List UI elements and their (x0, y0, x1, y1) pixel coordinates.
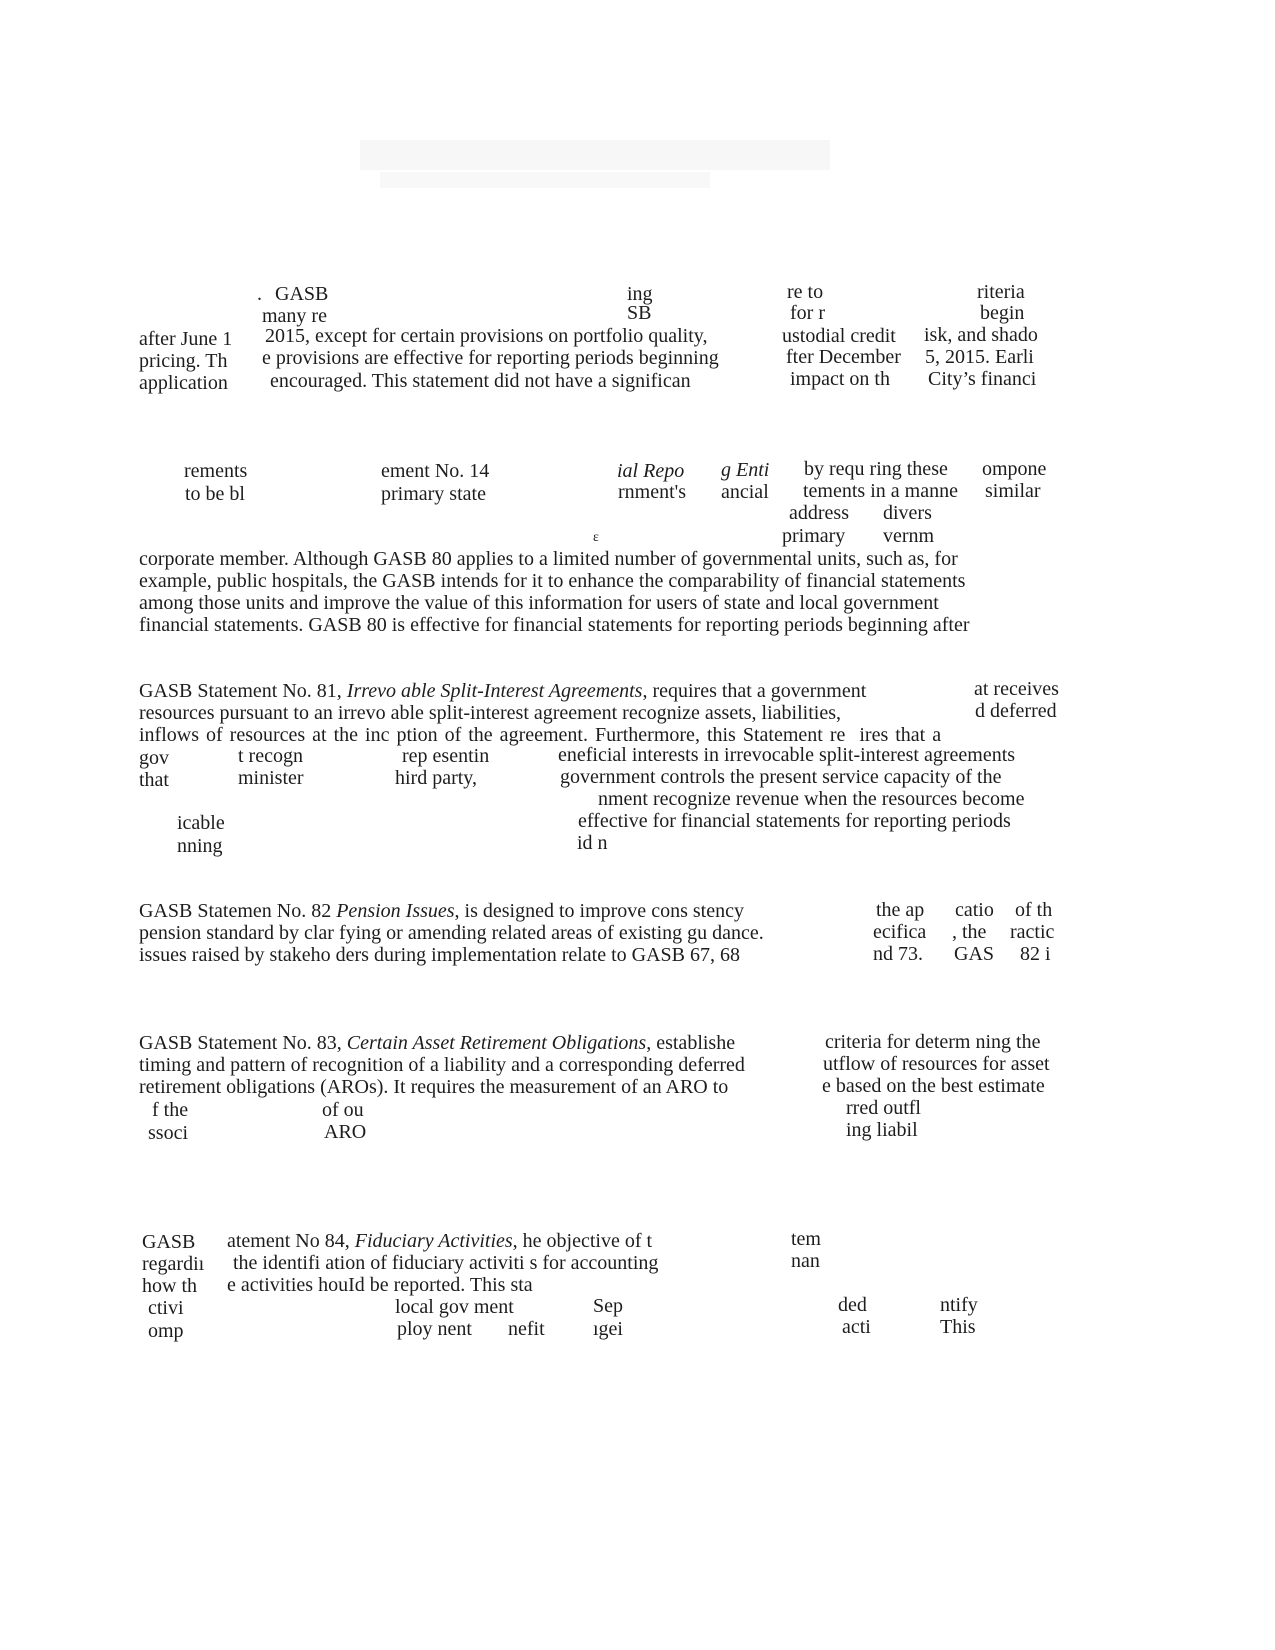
text-fragment: by requ ring these (804, 458, 948, 480)
text-fragment: pension standard by clar fying or amending related areas of existing gu dance. (139, 922, 764, 944)
text-fragment: ssoci (148, 1122, 188, 1144)
text-fragment: re to (787, 281, 824, 303)
text-fragment: rements (184, 460, 248, 482)
text-fragment: of ou (322, 1099, 364, 1121)
text-fragment: vernm (883, 525, 935, 547)
text-fragment: gov (139, 747, 169, 769)
text-fragment: . (257, 283, 262, 305)
text-fragment: ntify (940, 1294, 978, 1316)
text-fragment: d deferred (975, 700, 1057, 722)
text-fragment: local gov ment (395, 1296, 514, 1318)
text-fragment: acti (842, 1316, 871, 1338)
text-fragment: ecifica (873, 921, 927, 943)
text-fragment: ded (838, 1294, 867, 1316)
text-fragment: rep esentin (402, 745, 490, 767)
text-fragment: primary state (381, 483, 486, 505)
text-fragment: timing and pattern of recognition of a liability and a corresponding deferred (139, 1054, 745, 1076)
text-fragment: ement No. 14 (381, 460, 490, 482)
text-fragment: f the (152, 1099, 189, 1121)
text-fragment: SB (627, 302, 652, 324)
text-fragment: application (139, 372, 228, 394)
text-fragment: divers (883, 502, 932, 524)
text-fragment: ARO (324, 1121, 367, 1143)
text-fragment: similar (985, 480, 1041, 502)
text-fragment: begin (980, 302, 1025, 324)
text-fragment: rnment's (618, 481, 687, 503)
paragraph-line: among those units and improve the value of this information for users of state and local government (139, 592, 939, 614)
text-fragment: resources pursuant to an irrevo able split-interest agreement recognize assets, liabilities, (139, 702, 841, 724)
text-fragment: nning (177, 835, 223, 857)
text-fragment: primary (782, 525, 846, 547)
text-fragment: utflow of resources for asset (823, 1053, 1050, 1075)
text-fragment: omp (148, 1320, 184, 1342)
text-fragment: minister (238, 767, 304, 789)
text-fragment: Sep (593, 1295, 623, 1317)
text-fragment: ploy nent (397, 1318, 472, 1340)
text-fragment: ɛ (593, 530, 599, 545)
text-fragment: nment recognize revenue when the resources become (598, 788, 1025, 810)
text-fragment: e activities houId be reported. This sta (227, 1274, 533, 1296)
text-fragment: after June 1 (139, 328, 233, 350)
text-fragment: GAS (954, 943, 995, 965)
text-fragment: g Enti (721, 459, 770, 481)
text-fragment: ial Repo (617, 460, 685, 482)
text-fragment: id n (577, 832, 608, 854)
text-fragment: impact on th (790, 368, 890, 390)
text-fragment: catio (955, 899, 994, 921)
text-fragment: regardiı (142, 1253, 205, 1275)
paragraph-line: GASB Statement No. 81, Irrevo able Split-Interest Agreements, requires that a government (139, 680, 867, 702)
text-fragment: isk, and shado (924, 324, 1038, 346)
text-fragment: eneficial interests in irrevocable split-interest agreements (558, 744, 1016, 766)
paragraph-line: financial statements. GASB 80 is effective for financial statements for reporting periods beginning after (139, 614, 970, 636)
paragraph-line: GASB Statemen No. 82 Pension Issues, is designed to improve cons stency (139, 900, 744, 922)
paragraph-line: inflows of resources at the inc ption of the agreement. Furthermore, this Statement re ires that a (139, 724, 942, 746)
text-fragment: many re (262, 305, 327, 327)
text-fragment: of th (1015, 899, 1053, 921)
scan-smudge (360, 140, 830, 170)
text-fragment: government controls the present service capacity of the (560, 766, 1002, 788)
text-fragment: tements in a manne (803, 480, 958, 502)
text-fragment: ancial (721, 481, 769, 503)
text-fragment: criteria for determ ning the (825, 1031, 1041, 1053)
text-fragment: 5, 2015. Earli (925, 346, 1034, 368)
text-fragment: riteria (977, 281, 1025, 303)
scan-smudge (380, 172, 710, 188)
text-fragment: to be bl (185, 483, 245, 505)
text-fragment: issues raised by stakeho ders during implementation relate to GASB 67, 68 (139, 944, 741, 966)
paragraph-line: example, public hospitals, the GASB intends for it to enhance the comparability of financial statements (139, 570, 966, 592)
text-fragment: the identifi ation of fiduciary activiti s for accounting (233, 1252, 659, 1274)
text-fragment: effective for financial statements for reporting periods (578, 810, 1011, 832)
text-fragment: for r (790, 302, 825, 324)
text-fragment: encouraged. This statement did not have a significan (270, 370, 691, 392)
text-fragment: tem (791, 1228, 821, 1250)
text-fragment: ompone (982, 458, 1047, 480)
text-fragment: This (940, 1316, 976, 1338)
text-fragment: address (789, 502, 849, 524)
text-fragment: how th (142, 1275, 197, 1297)
text-fragment: ractic (1010, 921, 1055, 943)
paragraph-line: atement No 84, Fiduciary Activities, he objective of t (227, 1230, 653, 1252)
paragraph-line: GASB Statement No. 83, Certain Asset Retirement Obligations, establishe (139, 1032, 736, 1054)
text-fragment: e based on the best estimate (822, 1075, 1045, 1097)
text-fragment: fter December (786, 346, 901, 368)
text-fragment: ing (627, 283, 653, 305)
text-fragment: 2015, except for certain provisions on portfolio quality, (265, 325, 708, 347)
text-fragment: 82 i (1020, 943, 1051, 965)
text-fragment: retirement obligations (AROs). It requires the measurement of an ARO to (139, 1076, 729, 1098)
text-fragment: hird party, (395, 767, 478, 789)
text-fragment: pricing. Th (139, 350, 228, 372)
text-fragment: ıgei (593, 1318, 623, 1340)
text-fragment: at receives (974, 678, 1059, 700)
text-fragment: icable (177, 812, 225, 834)
text-fragment: t recogn (238, 745, 303, 767)
text-fragment: GASB (142, 1231, 196, 1253)
text-fragment: nd 73. (873, 943, 923, 965)
text-fragment: ing liabil (846, 1119, 918, 1141)
text-fragment: , the (952, 921, 987, 943)
paragraph-line: corporate member. Although GASB 80 applies to a limited number of governmental units, such as, for (139, 548, 958, 570)
text-fragment: nan (791, 1250, 820, 1272)
text-fragment: the ap (876, 899, 925, 921)
text-fragment: ctivi (148, 1297, 184, 1319)
text-fragment: City’s financi (928, 368, 1037, 390)
text-fragment: e provisions are effective for reporting periods beginning (262, 347, 719, 369)
text-fragment: ustodial credit (782, 325, 896, 347)
text-fragment: nefit (508, 1318, 545, 1340)
text-fragment: that (139, 769, 169, 791)
text-fragment: GASB (275, 283, 329, 305)
text-fragment: rred outfl (846, 1097, 921, 1119)
